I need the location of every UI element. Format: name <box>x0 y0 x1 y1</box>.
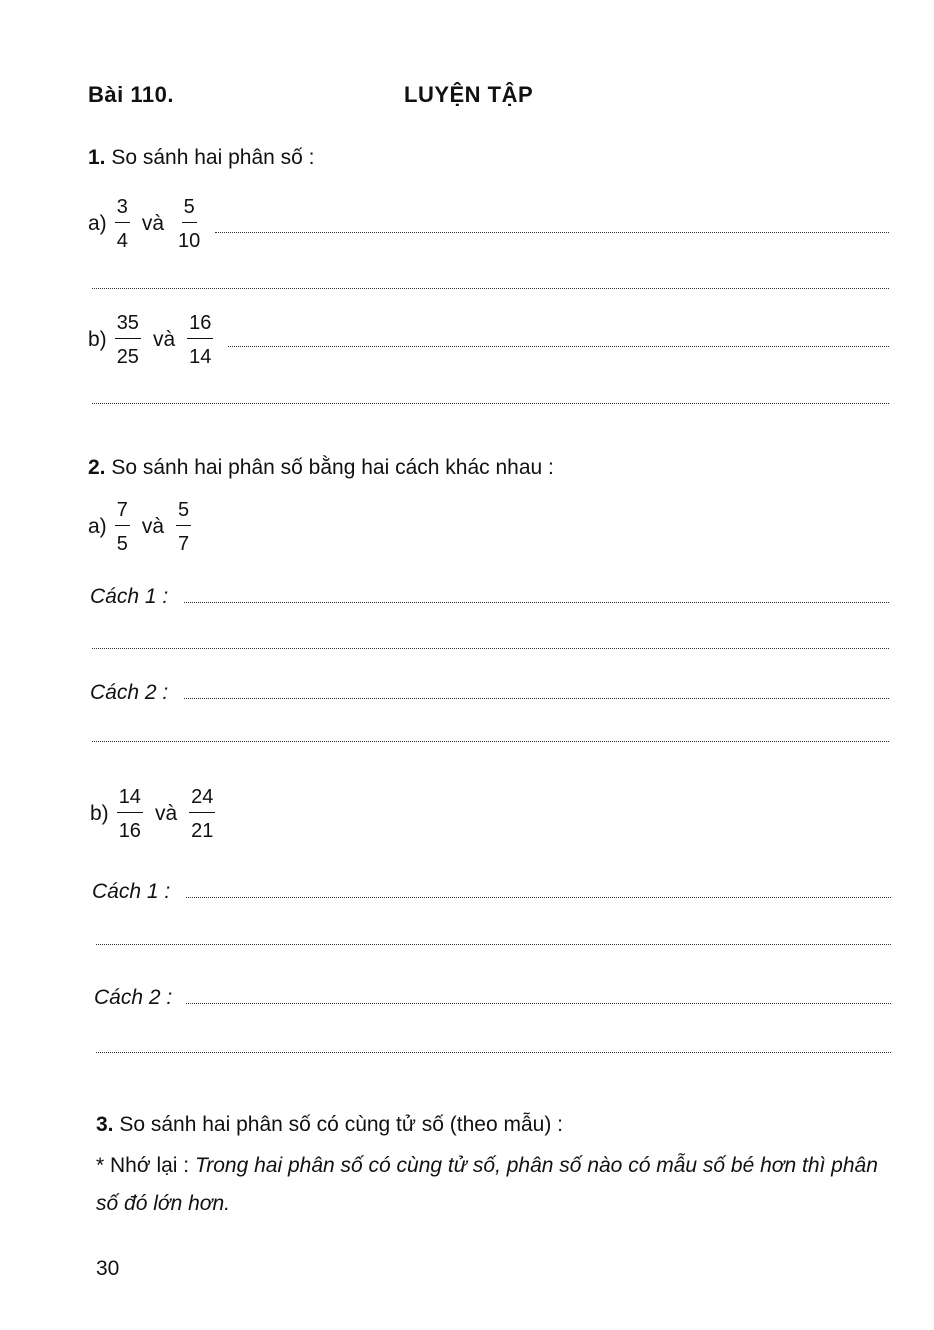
fraction <box>176 197 202 251</box>
exercise-1a <box>88 197 202 251</box>
page-number: 30 <box>96 1257 120 1280</box>
denominator: 21 <box>191 820 214 842</box>
reminder-note <box>96 1154 878 1178</box>
answer-line[interactable] <box>228 346 889 347</box>
denominator: 5 <box>116 533 128 555</box>
conjunction: và <box>152 328 176 351</box>
denominator: 16 <box>118 820 141 842</box>
fraction <box>115 197 130 251</box>
answer-line[interactable] <box>92 403 889 404</box>
exercise-2b <box>90 787 215 841</box>
exercise-text: So sánh hai phân số bằng hai cách khác nhau : <box>111 456 554 479</box>
numerator: 14 <box>117 787 143 813</box>
answer-line[interactable] <box>92 741 889 742</box>
numerator: 24 <box>189 787 215 813</box>
numerator: 35 <box>115 313 141 339</box>
numerator: 7 <box>115 500 130 526</box>
method-2-label: Cách 2 : <box>90 681 169 704</box>
denominator: 25 <box>116 346 139 368</box>
fraction <box>176 500 191 554</box>
exercise-number: 3. <box>96 1113 114 1136</box>
reminder-prefix: * Nhớ lại : <box>96 1154 190 1177</box>
exercise-1-prompt <box>88 146 315 170</box>
conjunction: và <box>141 515 164 538</box>
numerator: 3 <box>115 197 130 223</box>
item-label: a) <box>88 212 107 235</box>
answer-line[interactable] <box>92 648 889 649</box>
method-1-label: Cách 1 : <box>90 585 169 608</box>
answer-line[interactable] <box>92 288 889 289</box>
page-title: LUYỆN TẬP <box>404 82 534 107</box>
exercise-2-prompt <box>88 456 554 480</box>
answer-line[interactable] <box>96 1052 891 1053</box>
answer-line[interactable] <box>184 698 889 699</box>
exercise-text: So sánh hai phân số có cùng tử số (theo mẫu) : <box>119 1113 564 1136</box>
exercise-1b <box>88 313 213 367</box>
numerator: 16 <box>187 313 213 339</box>
exercise-3-prompt <box>96 1113 563 1137</box>
lesson-number: Bài 110. <box>88 82 174 107</box>
reminder-text: Trong hai phân số có cùng tử số, phân số nào có mẫu số bé hơn thì phân <box>194 1154 878 1177</box>
method-1-label: Cách 1 : <box>92 880 171 903</box>
fraction <box>115 313 141 367</box>
denominator: 14 <box>189 346 212 368</box>
denominator: 10 <box>178 230 201 252</box>
numerator: 5 <box>182 197 197 223</box>
method-2-label: Cách 2 : <box>94 986 173 1009</box>
conjunction: và <box>141 212 164 235</box>
fraction <box>187 313 213 367</box>
exercise-number: 1. <box>88 146 106 169</box>
item-label: b) <box>88 328 107 351</box>
fraction <box>189 787 215 841</box>
answer-line[interactable] <box>184 602 889 603</box>
exercise-number: 2. <box>88 456 106 479</box>
answer-line[interactable] <box>186 897 891 898</box>
denominator: 4 <box>116 230 128 252</box>
answer-line[interactable] <box>96 944 891 945</box>
numerator: 5 <box>176 500 191 526</box>
denominator: 7 <box>178 533 190 555</box>
answer-line[interactable] <box>186 1003 891 1004</box>
fraction <box>115 500 130 554</box>
reminder-text-continued: số đó lớn hơn. <box>96 1192 230 1215</box>
exercise-2a <box>88 500 191 554</box>
fraction <box>117 787 143 841</box>
answer-line[interactable] <box>215 232 889 233</box>
conjunction: và <box>154 802 178 825</box>
exercise-text: So sánh hai phân số : <box>111 146 315 169</box>
item-label: a) <box>88 515 107 538</box>
item-label: b) <box>90 802 109 825</box>
